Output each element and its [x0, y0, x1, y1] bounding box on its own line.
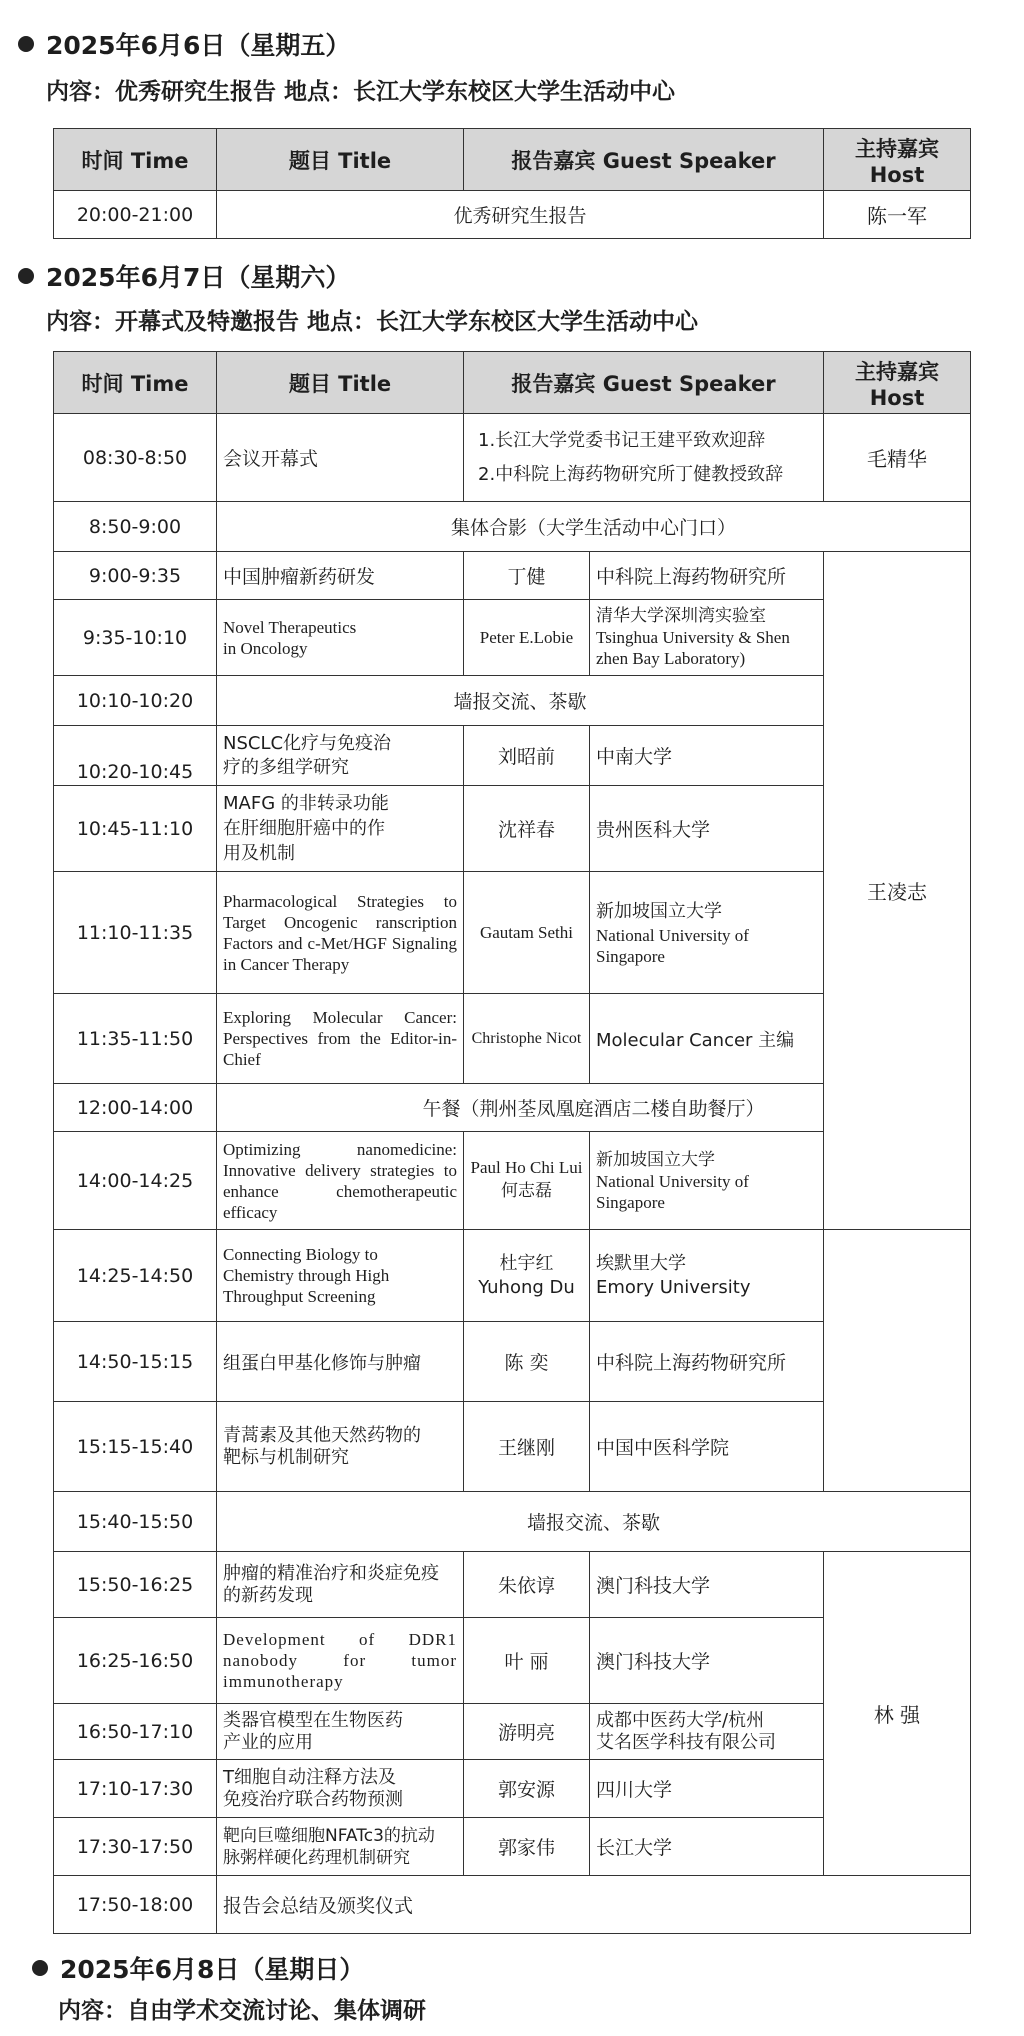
- speaker-cell: 朱依谆: [464, 1552, 590, 1618]
- title-line: Throughput Screening: [223, 1287, 376, 1306]
- title-cell: [217, 1402, 464, 1492]
- title-cell: [217, 786, 464, 872]
- org-cell: [590, 1230, 824, 1322]
- speaker-cell: 游明亮: [464, 1704, 590, 1760]
- title-cell: Optimizing nanomedicine: Innovative delivery strategies to enhance chemotherapeutic efficacy: [217, 1132, 464, 1230]
- speaker-cell: Peter E.Lobie: [464, 600, 590, 676]
- speaker-line: Paul Ho Chi Lui: [470, 1158, 583, 1177]
- org-line: Singapore: [596, 1192, 665, 1212]
- title-line: MAFG 的非转录功能: [223, 793, 389, 814]
- table-row: [54, 1492, 971, 1552]
- time-cell: 17:10-17:30: [54, 1760, 217, 1818]
- org-line: National University of: [596, 925, 749, 945]
- title-cell: [217, 600, 464, 676]
- org-cell: 中科院上海药物研究所: [590, 1322, 824, 1402]
- day1-content: 内容：优秀研究生报告 地点：长江大学东校区大学生活动中心: [46, 79, 676, 105]
- header-speaker: 报告嘉宾 Guest Speaker: [464, 352, 824, 414]
- speaker-cell: [464, 1230, 590, 1322]
- header-speaker: 报告嘉宾 Guest Speaker: [464, 129, 824, 191]
- day2-date: [18, 258, 350, 294]
- speaker-cell: 刘昭前: [464, 726, 590, 786]
- org-cell: 中科院上海药物研究所: [590, 552, 824, 600]
- title-cell: Exploring Molecular Cancer: Perspectives from the Editor-in-Chief: [217, 994, 464, 1084]
- title-cell: Development of DDR1 nanobody for tumor immunotherapy: [217, 1618, 464, 1704]
- bullet-icon: [18, 36, 34, 52]
- org-cell: 澳门科技大学: [590, 1618, 824, 1704]
- speech-line: 2.中科院上海药物研究所丁健教授致辞: [478, 463, 784, 485]
- org-line: Tsinghua University & Shen: [596, 628, 790, 647]
- speaker-line: 杜宇红: [499, 1252, 554, 1274]
- title-line: Connecting Biology to: [223, 1245, 378, 1264]
- title-line: 免疫治疗联合药物预测: [223, 1788, 403, 1810]
- time-cell: 14:25-14:50: [54, 1230, 217, 1322]
- host-cell: 王凌志: [824, 552, 971, 1230]
- bullet-icon: [18, 268, 34, 284]
- title-line: 疗的多组学研究: [223, 756, 349, 778]
- event-cell: 墙报交流、茶歇: [217, 1492, 971, 1552]
- table-row: [54, 191, 971, 239]
- speaker-line: 何志磊: [501, 1181, 552, 1201]
- org-cell: 中南大学: [590, 726, 824, 786]
- time-cell: 15:15-15:40: [54, 1402, 217, 1492]
- speaker-cell: 郭家伟: [464, 1818, 590, 1876]
- title-line: 类器官模型在生物医药: [223, 1709, 403, 1731]
- org-line: zhen Bay Laboratory): [596, 649, 746, 668]
- title-cell: Pharmacological Strategies to Target Oncogenic ranscription Factors and c-Met/HGF Signaling in Cancer Therapy: [217, 872, 464, 994]
- org-line: 新加坡国立大学: [596, 1149, 715, 1170]
- title-line: 产业的应用: [223, 1731, 313, 1753]
- day3-date: [32, 1950, 364, 1986]
- event-cell: 午餐（荆州荃凤凰庭酒店二楼自助餐厅）: [217, 1084, 971, 1132]
- host-cell: 毛精华: [824, 414, 971, 502]
- speaker-cell: Gautam Sethi: [464, 872, 590, 994]
- title-line: 青蒿素及其他天然药物的: [223, 1424, 421, 1446]
- speaker-cell: 叶 丽: [464, 1618, 590, 1704]
- table-row: [54, 1230, 971, 1322]
- org-line: 新加坡国立大学: [596, 900, 722, 922]
- day3-content: 内容：自由学术交流讨论、集体调研: [58, 1998, 426, 2024]
- org-cell: 中国中医科学院: [590, 1402, 824, 1492]
- time-cell: 9:35-10:10: [54, 600, 217, 676]
- title-line: 用及机制: [223, 843, 295, 864]
- speech-cell: [464, 414, 824, 502]
- speaker-cell: 王继刚: [464, 1402, 590, 1492]
- header-host: 主持嘉宾Host: [824, 352, 971, 414]
- speaker-cell: 沈祥春: [464, 786, 590, 872]
- event-cell: 墙报交流、茶歇: [217, 676, 824, 726]
- table-row: [54, 552, 971, 600]
- org-line: 清华大学深圳湾实验室: [596, 606, 766, 626]
- org-cell: [590, 1704, 824, 1760]
- title-cell: [217, 1230, 464, 1322]
- time-cell: 08:30-8:50: [54, 414, 217, 502]
- day2-date-text: 2025年6月7日（星期六）: [46, 263, 351, 292]
- day1-table: [53, 128, 971, 239]
- event-cell: 集体合影（大学生活动中心门口）: [217, 502, 971, 552]
- time-cell: 11:10-11:35: [54, 872, 217, 994]
- title-line: T细胞自动注释方法及: [223, 1766, 396, 1788]
- header-host: 主持嘉宾Host: [824, 129, 971, 191]
- title-cell: 会议开幕式: [217, 414, 464, 502]
- title-line: 靶向巨噬细胞NFATc3的抗动: [223, 1825, 435, 1846]
- title-line: Chemistry through High: [223, 1266, 390, 1285]
- title-cell: [217, 1818, 464, 1876]
- time-cell: 10:10-10:20: [54, 676, 217, 726]
- time-cell: 10:45-11:10: [54, 786, 217, 872]
- title-cell: 中国肿瘤新药研发: [217, 552, 464, 600]
- org-line: 成都中医药大学/杭州: [596, 1709, 765, 1731]
- day1-date-text: 2025年6月6日（星期五）: [46, 31, 351, 60]
- day1-date: [18, 26, 350, 62]
- header-title: 题目 Title: [217, 129, 464, 191]
- org-line: National University of: [596, 1171, 749, 1191]
- title-line: NSCLC化疗与免疫治: [223, 732, 392, 754]
- org-cell: [590, 872, 824, 994]
- table-row: [54, 1402, 971, 1492]
- time-cell: 9:00-9:35: [54, 552, 217, 600]
- speaker-cell: 郭安源: [464, 1760, 590, 1818]
- title-line: 在肝细胞肝癌中的作: [223, 818, 385, 839]
- org-cell: Molecular Cancer 主编: [590, 994, 824, 1084]
- host-cell: 林 强: [824, 1552, 971, 1876]
- time-cell: 12:00-14:00: [54, 1084, 217, 1132]
- event-cell: 报告会总结及颁奖仪式: [217, 1876, 971, 1934]
- org-cell: [590, 600, 824, 676]
- org-line: 艾名医学科技有限公司: [596, 1731, 776, 1753]
- speaker-cell: 陈 奕: [464, 1322, 590, 1402]
- host-cell: 陈一军: [824, 191, 971, 239]
- org-cell: 长江大学: [590, 1818, 824, 1876]
- table-header-row: [54, 129, 971, 191]
- table-header-row: [54, 352, 971, 414]
- time-cell: 14:50-15:15: [54, 1322, 217, 1402]
- table-row: [54, 1322, 971, 1402]
- title-line: 的新药发现: [223, 1584, 313, 1606]
- table-row: [54, 414, 971, 502]
- org-line: Emory University: [596, 1276, 751, 1298]
- time-cell: 10:20-10:45: [54, 726, 217, 786]
- speaker-line: Yuhong Du: [478, 1276, 575, 1298]
- day2-content: 内容：开幕式及特邀报告 地点：长江大学东校区大学生活动中心: [46, 309, 699, 335]
- header-time: 时间 Time: [54, 129, 217, 191]
- org-line: Singapore: [596, 946, 665, 966]
- title-line: 靶标与机制研究: [223, 1446, 349, 1468]
- time-cell: 16:50-17:10: [54, 1704, 217, 1760]
- day2-table: [53, 351, 971, 1934]
- speaker-cell: [464, 1132, 590, 1230]
- time-cell: 11:35-11:50: [54, 994, 217, 1084]
- org-cell: [590, 1132, 824, 1230]
- time-cell: 15:50-16:25: [54, 1552, 217, 1618]
- speaker-cell: Christophe Nicot: [464, 994, 590, 1084]
- title-cell: [217, 1704, 464, 1760]
- title-line: Novel Therapeutics: [223, 617, 357, 637]
- day3-date-text: 2025年6月8日（星期日）: [60, 1955, 365, 1984]
- bullet-icon: [32, 1960, 48, 1976]
- time-cell: 15:40-15:50: [54, 1492, 217, 1552]
- table-row: [54, 1084, 971, 1132]
- title-line: 脉粥样硬化药理机制研究: [223, 1847, 410, 1868]
- title-line: in Oncology: [223, 638, 308, 658]
- time-cell: 20:00-21:00: [54, 191, 217, 239]
- org-line: 埃默里大学: [596, 1252, 686, 1274]
- speaker-cell: 丁健: [464, 552, 590, 600]
- table-row: [54, 502, 971, 552]
- title-cell: [217, 1760, 464, 1818]
- time-cell: 16:25-16:50: [54, 1618, 217, 1704]
- title-line: 肿瘤的精准治疗和炎症免疫: [223, 1562, 439, 1584]
- time-cell: 8:50-9:00: [54, 502, 217, 552]
- table-row: [54, 1876, 971, 1934]
- table-row: [54, 1552, 971, 1618]
- time-cell: 17:50-18:00: [54, 1876, 217, 1934]
- title-cell: 组蛋白甲基化修饰与肿瘤: [217, 1322, 464, 1402]
- org-cell: 澳门科技大学: [590, 1552, 824, 1618]
- org-cell: 四川大学: [590, 1760, 824, 1818]
- header-time: 时间 Time: [54, 352, 217, 414]
- title-cell: [217, 1552, 464, 1618]
- time-cell: 14:00-14:25: [54, 1132, 217, 1230]
- speech-line: 1.长江大学党委书记王建平致欢迎辞: [478, 429, 766, 451]
- time-cell: 17:30-17:50: [54, 1818, 217, 1876]
- title-cell: 优秀研究生报告: [217, 191, 824, 239]
- org-cell: 贵州医科大学: [590, 786, 824, 872]
- header-title: 题目 Title: [217, 352, 464, 414]
- title-cell: [217, 726, 464, 786]
